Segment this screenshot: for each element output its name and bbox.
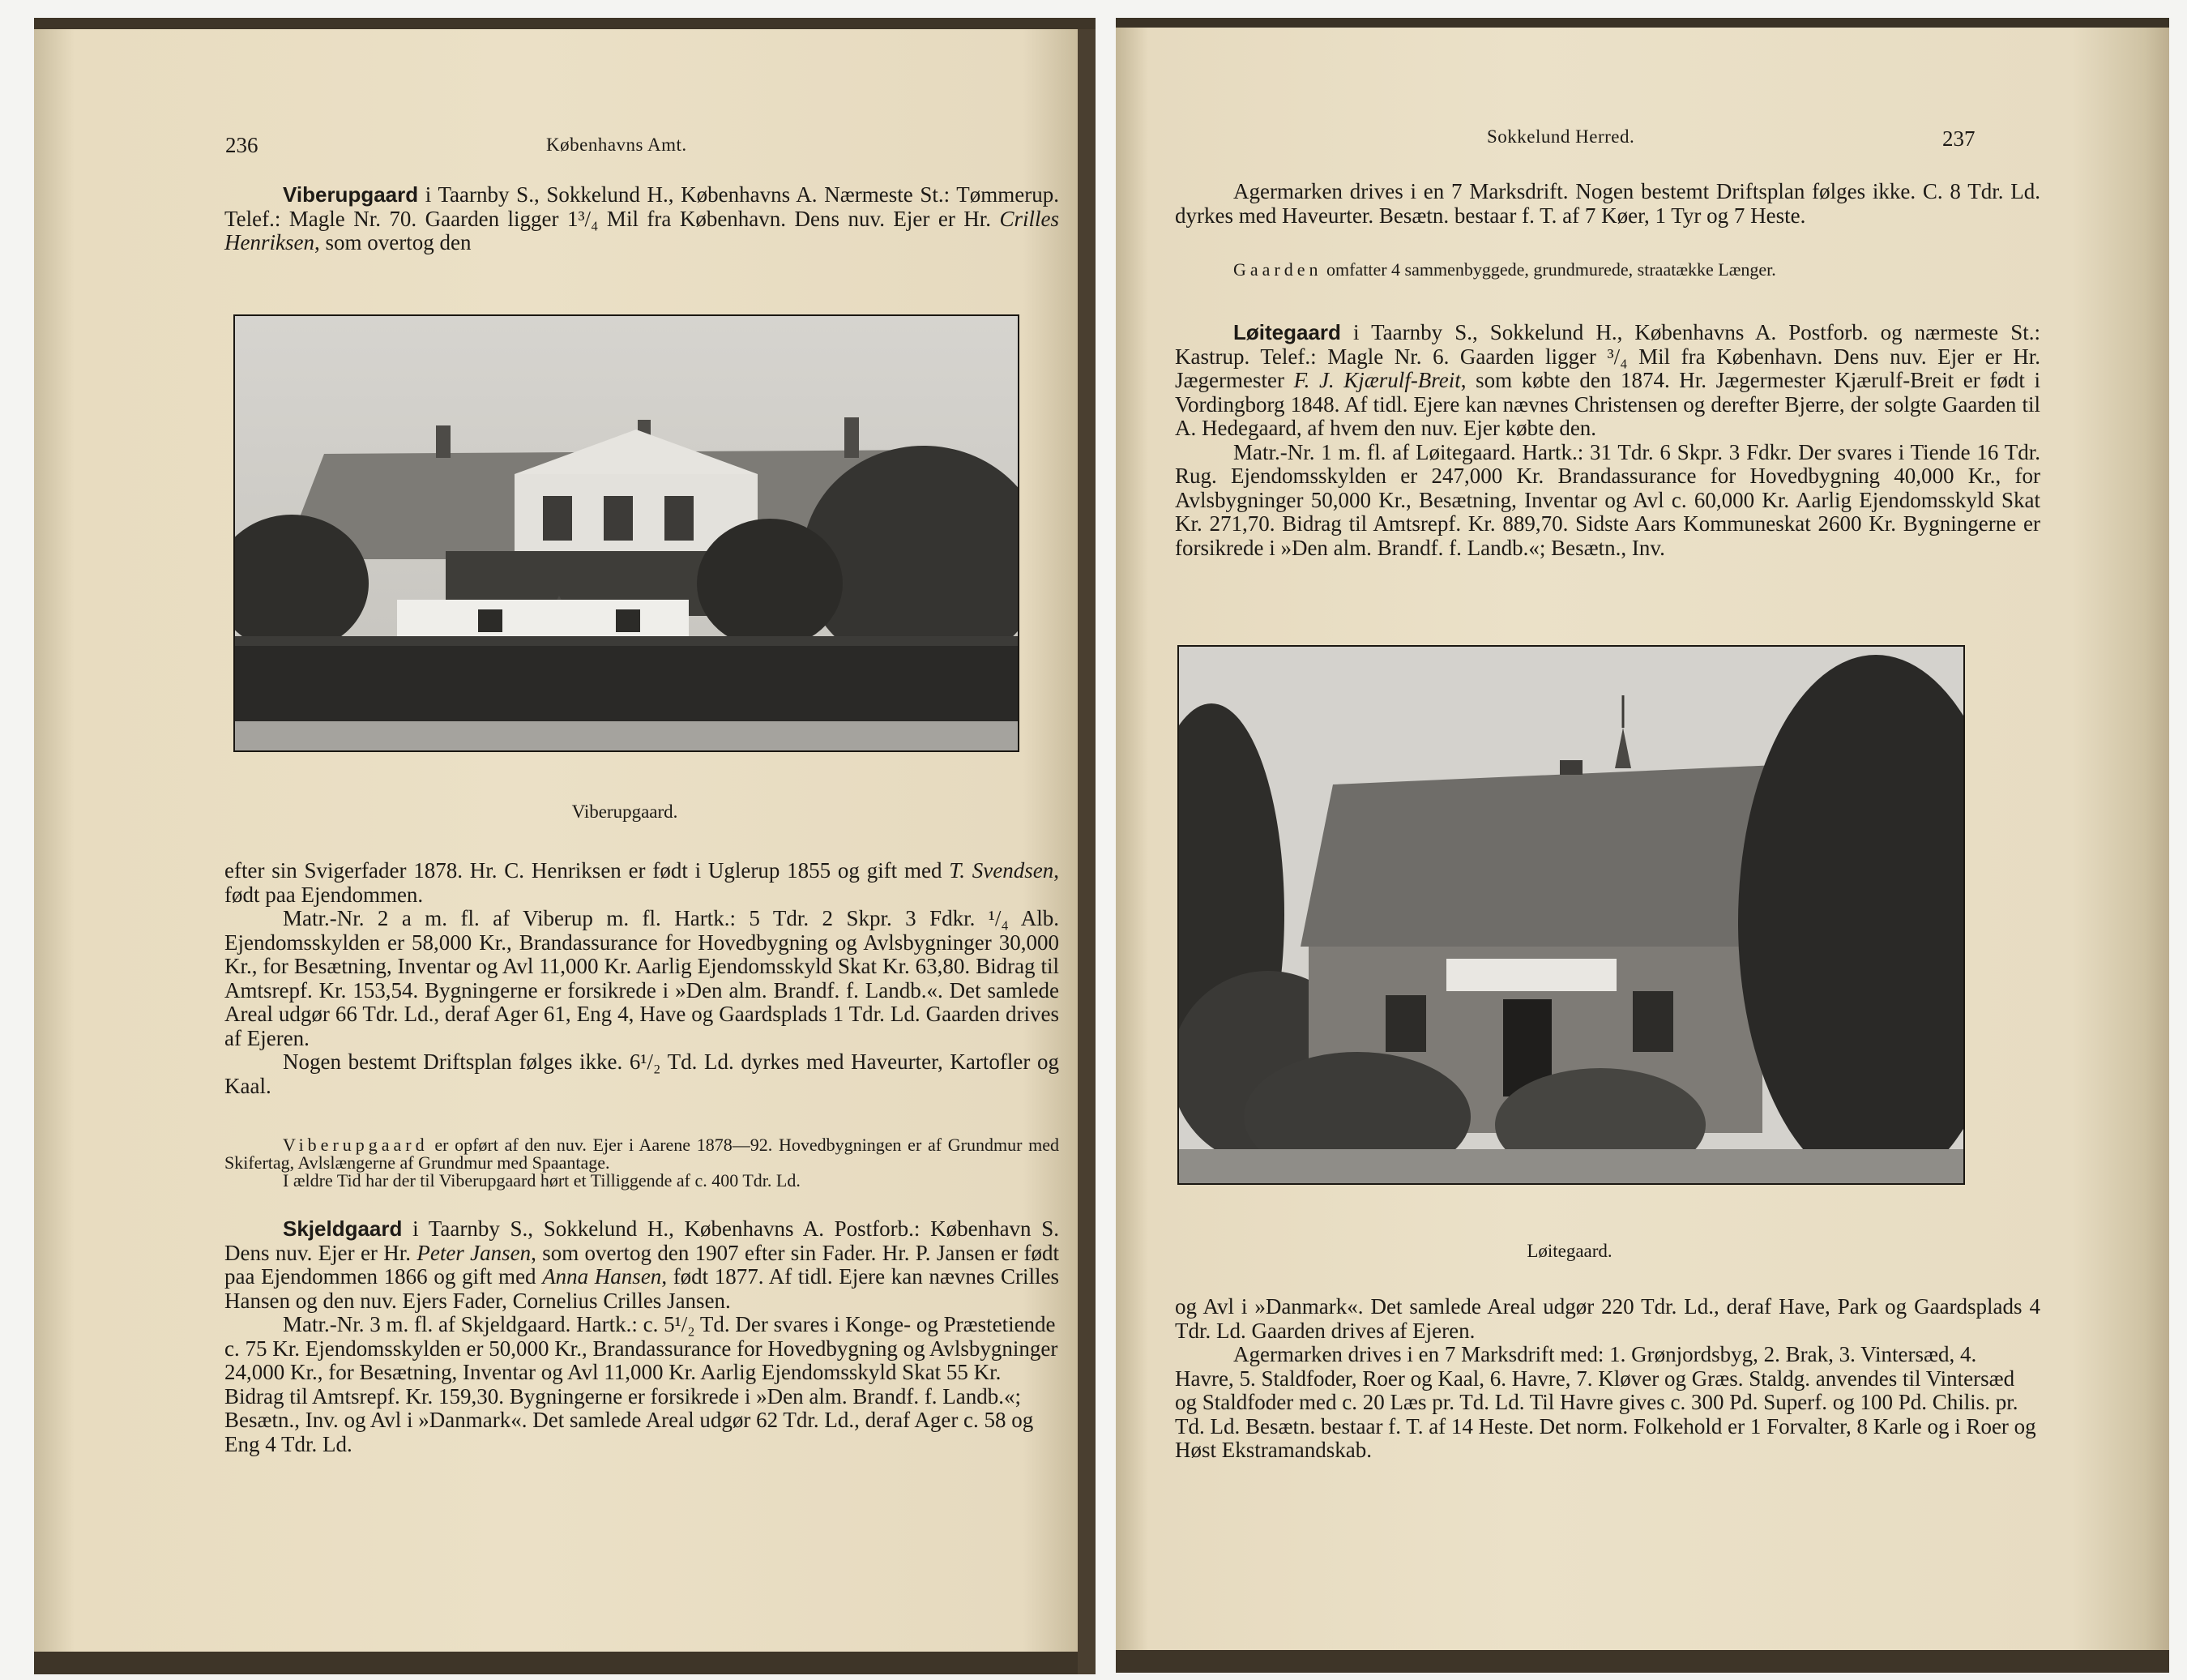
owner-name: Peter Jansen bbox=[416, 1240, 532, 1265]
entry-viberupgaard: Viberupgaard i Taarnby S., Sokkelund H., Københavns A. Nærmeste St.: Tømmerup. Telef.: Magle Nr. 70. Gaarden ligger 1³/₄ Mil fra København. Dens nuv. Ejer er Hr. Crilles Henriksen, som overtog den bbox=[224, 182, 1059, 254]
photo-caption: Løitegaard. bbox=[1527, 1241, 1612, 1261]
page-number: 236 bbox=[225, 133, 258, 157]
running-head: Københavns Amt. bbox=[546, 135, 687, 155]
entry-loitegaard-continued bbox=[1175, 1295, 2040, 1463]
paragraph: Matr.-Nr. 1 m. fl. af Løitegaard. Hartk.: 31 Tdr. 6 Skpr. 3 Fdkr. Der svares i Tiende 16 Tdr. Rug. Ejendomsskylden er 247,000 Kr. Brandassurance for Hovedbygning 40,000 Kr., for Avlsbygninger 50,000 Kr., Besætning, Inventar og Avl c. 60,000 Kr. Aarlig Ejendomsskyld Skat Kr. 271,70. Bidrag til Amtsrepf. Kr. 889,70. Sidste Aars Kommuneskat 2600 Kr. Bygningerne er forsikrede i »Den alm. Brandf. f. Landb.«; Besætn., Inv. bbox=[1175, 439, 2040, 560]
paragraph: Nogen bestemt Driftsplan følges ikke. 6¹/₂ Td. Ld. dyrkes med Haveurter, Kartofler og Kaal. bbox=[224, 1049, 1059, 1098]
entry-viberupgaard-end bbox=[1175, 180, 2040, 228]
paragraph: Agermarken drives i en 7 Marksdrift. Nogen bestemt Driftsplan følges ikke. C. 8 Tdr. Ld. dyrkes med Haveurter. Besætn. bestaar f. T. af 7 Køer, 1 Tyr og 7 Heste. bbox=[1175, 179, 2040, 228]
left-page bbox=[34, 18, 1096, 1674]
entry-title: Viberupgaard bbox=[283, 182, 419, 207]
running-head: Sokkelund Herred. bbox=[1487, 126, 1635, 147]
spouse-name: Anna Hansen bbox=[542, 1264, 662, 1289]
paragraph: Agermarken drives i en 7 Marksdrift med: 1. Grønjordsbyg, 2. Brak, 3. Vintersæd, 4. Havre, 5. Staldfoder, Roer og Kaal, 6. Havre, 7. Kløver og Græs. Staldg. anvendes til Vintersæd og Staldfoder med c. 20 Læs pr. Td. Ld. Til Havre gives c. 300 Pd. Superf. og 100 Pd. Chilis. pr. Td. Ld. Besætn. bestaar f. T. af 14 Heste. Det norm. Folkehold er 1 Forvalter, 8 Karle og i Roer og Høst Ekstramandskab. bbox=[1175, 1342, 2036, 1462]
photo-caption: Viberupgaard. bbox=[571, 802, 678, 822]
entry-skjeldgaard: Skjeldgaard i Taarnby S., Sokkelund H., Københavns A. Postforb.: København S. Dens nuv. Ejer er Hr. Peter Jansen, som overtog den 1907 efter sin Fader. Hr. P. Jansen er født paa Ejendommen 1866 og gift med Anna Hansen, født 1877. Af tidl. Ejere kan nævnes Crilles Hansen og den nuv. Ejers Fader, Cornelius Crilles Jansen. Matr.-Nr. 3 m. fl. af Skjeldgaard. Hartk.: c. 5¹/₂ Td. Der svares i Konge- og Præstetiende c. 75 Kr. Ejendomsskylden er 50,000 Kr., Brandassurance for Hovedbygning og Avlsbygninger 24,000 Kr., for Besætning, Inventar og Avl 11,000 Kr. Aarlig Ejendomsskyld Skat 55 Kr. Bidrag til Amtsrepf. Kr. 159,30. Bygningerne er forsikrede i »Den alm. Brandf. f. Landb.«; Besætn., Inv. og Avl i »Danmark«. Det samlede Areal udgør 62 Tdr. Ld., deraf Ager c. 58 og Eng 4 Tdr. Ld. bbox=[224, 1216, 1060, 1456]
right-page bbox=[1116, 18, 2169, 1673]
binding-edge bbox=[1116, 1650, 2169, 1673]
entry-loitegaard: Løitegaard i Taarnby S., Sokkelund H., Københavns A. Postforb. og nærmeste St.: Kastrup. Telef.: Magle Nr. 6. Gaarden ligger ³/₄ Mil fra København. Dens nuv. Ejer er Hr. Jægermester F. J. Kjærulf-Breit, som købte den 1874. Hr. Jægermester Kjærulf-Breit er født i Vordingborg 1848. Af tidl. Ejere kan nævnes Christensen og derefter Bjerre, der solgte Gaarden til A. Hedegaard, af hvem den nuv. Ejer købte den. Matr.-Nr. 1 m. fl. af Løitegaard. Hartk.: 31 Tdr. 6 Skpr. 3 Fdkr. Der svares i Tiende 16 Tdr. Rug. Ejendomsskylden er 247,000 Kr. Brandassurance for Hovedbygning 40,000 Kr., for Avlsbygninger 50,000 Kr., Besætning, Inventar og Avl c. 60,000 Kr. Aarlig Ejendomsskyld Skat Kr. 271,70. Bidrag til Amtsrepf. Kr. 889,70. Sidste Aars Kommuneskat 2600 Kr. Bygningerne er forsikrede i »Den alm. Brandf. f. Landb.«; Besætn., Inv. bbox=[1175, 320, 2040, 560]
spouse-name: T. Svendsen bbox=[949, 858, 1054, 883]
paragraph: Matr.-Nr. 2 a m. fl. af Viberup m. fl. Hartk.: 5 Tdr. 2 Skpr. 3 Fdkr. ¹/₄ Alb. Ejendomsskylden er 58,000 Kr., Brandassurance for Hovedbygning og Avlsbygninger 30,000 Kr., for Besætning, Inventar og Avl 11,000 Kr. Aarlig Ejendomsskyld Skat Kr. 63,80. Bidrag til Amtsrepf. Kr. 153,54. Bygningerne er forsikrede i »Den alm. Brandf. f. Landb.«. Det samlede Areal udgør 66 Tdr. Ld., deraf Ager 61, Eng 4, Have og Gaardsplads 1 Tdr. Ld. Gaarden drives af Ejeren. bbox=[224, 906, 1059, 1050]
footnote: Gaarden omfatter 4 sammenbyggede, grundmurede, straatække Længer. bbox=[1233, 259, 1776, 280]
owner-name: Crilles Henriksen bbox=[224, 206, 1059, 254]
page-number: 237 bbox=[1942, 126, 1976, 151]
photo-loitegaard bbox=[1177, 645, 1965, 1185]
paragraph: Matr.-Nr. 3 m. fl. af Skjeldgaard. Hartk.: c. 5¹/₂ Td. Der svares i Konge- og Præstetiende c. 75 Kr. Ejendomsskylden er 50,000 Kr., Brandassurance for Hovedbygning og Avlsbygninger 24,000 Kr., for Besætning, Inventar og Avl 11,000 Kr. Aarlig Ejendomsskyld Skat 55 Kr. Bidrag til Amtsrepf. Kr. 159,30. Bygningerne er forsikrede i »Den alm. Brandf. f. Landb.«; Besætn., Inv. og Avl i »Danmark«. Det samlede Areal udgør 62 Tdr. Ld., deraf Ager c. 58 og Eng 4 Tdr. Ld. bbox=[224, 1312, 1058, 1456]
photo-viberupgaard bbox=[233, 314, 1019, 752]
owner-name: F. J. Kjærulf-Breit bbox=[1293, 368, 1461, 392]
binding-edge bbox=[34, 1652, 1096, 1674]
entry-title: Skjeldgaard bbox=[283, 1216, 403, 1241]
footnote: Viberupgaard er opført af den nuv. Ejer i Aarene 1878—92. Hovedbygningen er af Grundmur med Skifertag, Avlslængerne af Grundmur med Spaantage. I ældre Tid har der til Viberupgaard hørt et Tilliggende af c. 400 Tdr. Ld. bbox=[224, 1135, 1059, 1191]
paragraph: og Avl i »Danmark«. Det samlede Areal udgør 220 Tdr. Ld., deraf Have, Park og Gaardsplads 4 Tdr. Ld. Gaarden drives af Ejeren. bbox=[1175, 1294, 2040, 1343]
entry-viberupgaard-continued: efter sin Svigerfader 1878. Hr. C. Henriksen er født i Uglerup 1855 og gift med T. Svendsen, født paa Ejendommen. Matr.-Nr. 2 a m. fl. af Viberup m. fl. Hartk.: 5 Tdr. 2 Skpr. 3 Fdkr. ¹/₄ Alb. Ejendomsskylden er 58,000 Kr., Brandassurance for Hovedbygning og Avlsbygninger 30,000 Kr., for Besætning, Inventar og Avl 11,000 Kr. Aarlig Ejendomsskyld Skat Kr. 63,80. Bidrag til Amtsrepf. Kr. 153,54. Bygningerne er forsikrede i »Den alm. Brandf. f. Landb.«. Det samlede Areal udgør 66 Tdr. Ld., deraf Ager 61, Eng 4, Have og Gaardsplads 1 Tdr. Ld. Gaarden drives af Ejeren. Nogen bestemt Driftsplan følges ikke. 6¹/₂ Td. Ld. dyrkes med Haveurter, Kartofler og Kaal. bbox=[224, 858, 1059, 1098]
entry-title: Løitegaard bbox=[1233, 320, 1341, 344]
